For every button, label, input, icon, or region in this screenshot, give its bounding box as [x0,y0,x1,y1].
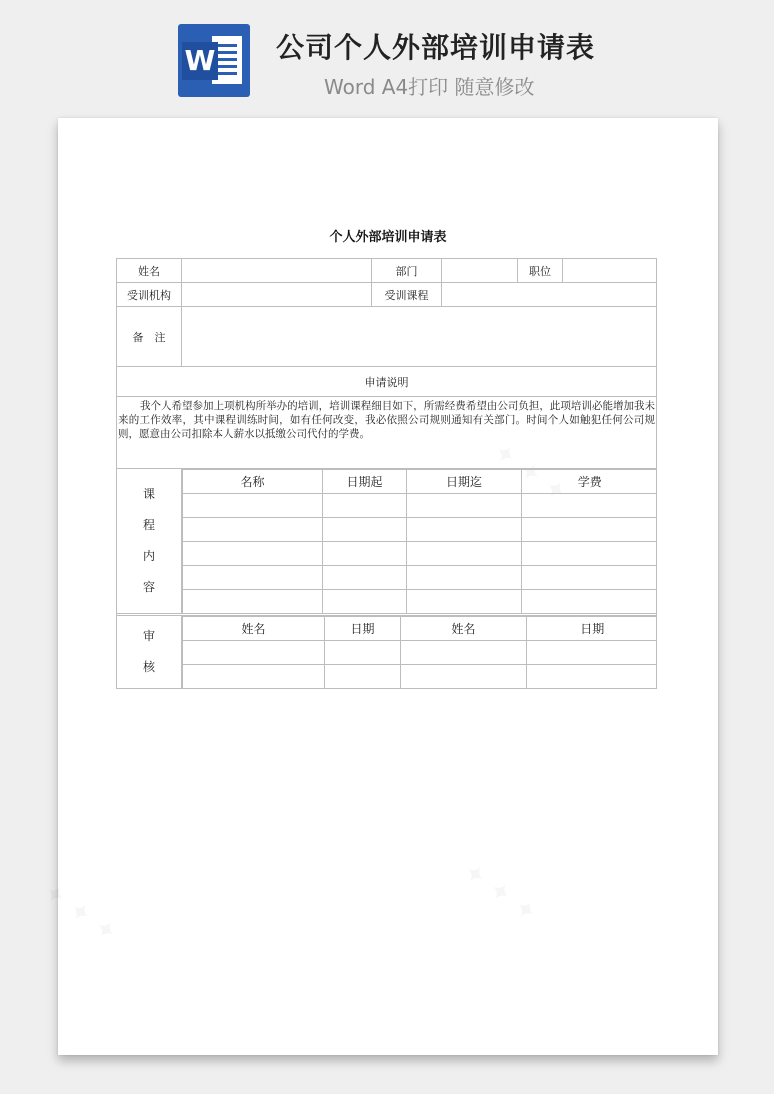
document-page [58,118,718,1055]
org-field[interactable] [182,283,372,307]
course-header-name: 名称 [183,470,323,494]
statement-text: 我个人希望参加上项机构所举办的培训，培训课程细目如下，所需经费希望由公司负担，此项培训必能增加我未来的工作效率，其中课程训练时间，如有任何改变，我必依照公司规则通知有关部门。时间个人如触犯任何公司规则，愿意由公司扣除本人薪水以抵缴公司代付的学费。 [117,397,657,469]
remarks-field[interactable] [182,307,657,367]
review-side-label [117,616,182,689]
org-label: 受训机构 [117,283,182,307]
main-title: 公司个人外部培训申请表 [276,31,596,64]
course-label: 受训课程 [372,283,442,307]
course-row [183,590,657,614]
course-cell[interactable] [407,542,522,566]
course-cell[interactable] [522,494,657,518]
course-section [117,469,657,614]
review-row [183,665,657,689]
course-header-start: 日期起 [323,470,407,494]
course-grid-cell [182,469,657,614]
name-field[interactable] [182,259,372,283]
document-title: 个人外部培训申请表 [329,230,447,245]
form-row-remarks [117,307,657,367]
watermark [457,857,543,929]
course-cell[interactable] [183,518,323,542]
review-cell[interactable] [401,641,527,665]
course-cell[interactable] [323,590,407,614]
watermark [37,877,123,949]
course-cell[interactable] [183,494,323,518]
course-cell[interactable] [522,518,657,542]
review-cell[interactable] [527,665,657,689]
form-row-basic [117,259,657,283]
course-cell[interactable] [407,566,522,590]
course-row [183,566,657,590]
review-cell[interactable] [183,665,325,689]
course-header-fee: 学费 [522,470,657,494]
course-cell[interactable] [407,590,522,614]
position-field[interactable] [563,259,657,283]
course-row [183,518,657,542]
course-cell[interactable] [323,494,407,518]
course-row [183,542,657,566]
course-header-row [183,470,657,494]
statement-title-row [117,367,657,397]
sub-title: Word A4打印 随意修改 [324,75,535,99]
review-header-name-1: 姓名 [183,617,325,641]
review-header-name-2: 姓名 [401,617,527,641]
review-section [117,616,657,689]
dept-field[interactable] [442,259,518,283]
course-cell[interactable] [183,590,323,614]
application-form [116,258,657,689]
course-cell[interactable] [522,566,657,590]
course-cell[interactable] [323,518,407,542]
statement-text-row [117,397,657,469]
course-field[interactable] [442,283,657,307]
review-side-char: 审 [142,629,155,643]
course-cell[interactable] [522,590,657,614]
course-cell[interactable] [522,542,657,566]
course-cell[interactable] [183,542,323,566]
course-side-char: 课 [142,487,155,501]
review-header-date-2: 日期 [527,617,657,641]
page-header [0,0,774,110]
name-label: 姓名 [117,259,182,283]
dept-label: 部门 [372,259,442,283]
course-row [183,494,657,518]
review-cell[interactable] [325,665,401,689]
course-cell[interactable] [323,566,407,590]
review-cell[interactable] [401,665,527,689]
review-row [183,641,657,665]
review-cell[interactable] [183,641,325,665]
course-cell[interactable] [407,518,522,542]
review-cell[interactable] [527,641,657,665]
course-cell[interactable] [407,494,522,518]
review-grid-cell [182,616,657,689]
review-grid [182,616,657,688]
review-header-row [183,617,657,641]
course-grid [182,469,657,613]
course-side-char: 程 [142,518,155,532]
review-cell[interactable] [325,641,401,665]
course-side-char: 内 [142,549,155,563]
word-icon-letter: W [182,42,218,80]
remarks-label: 备 注 [117,307,182,367]
review-header-date-1: 日期 [325,617,401,641]
position-label: 职位 [518,259,563,283]
word-icon [178,24,250,97]
course-side-char: 容 [142,580,155,594]
course-cell[interactable] [323,542,407,566]
statement-title: 申请说明 [117,367,657,397]
course-side-label [117,469,182,614]
review-side-char: 核 [142,660,155,674]
course-header-end: 日期迄 [407,470,522,494]
form-row-training [117,283,657,307]
course-cell[interactable] [183,566,323,590]
